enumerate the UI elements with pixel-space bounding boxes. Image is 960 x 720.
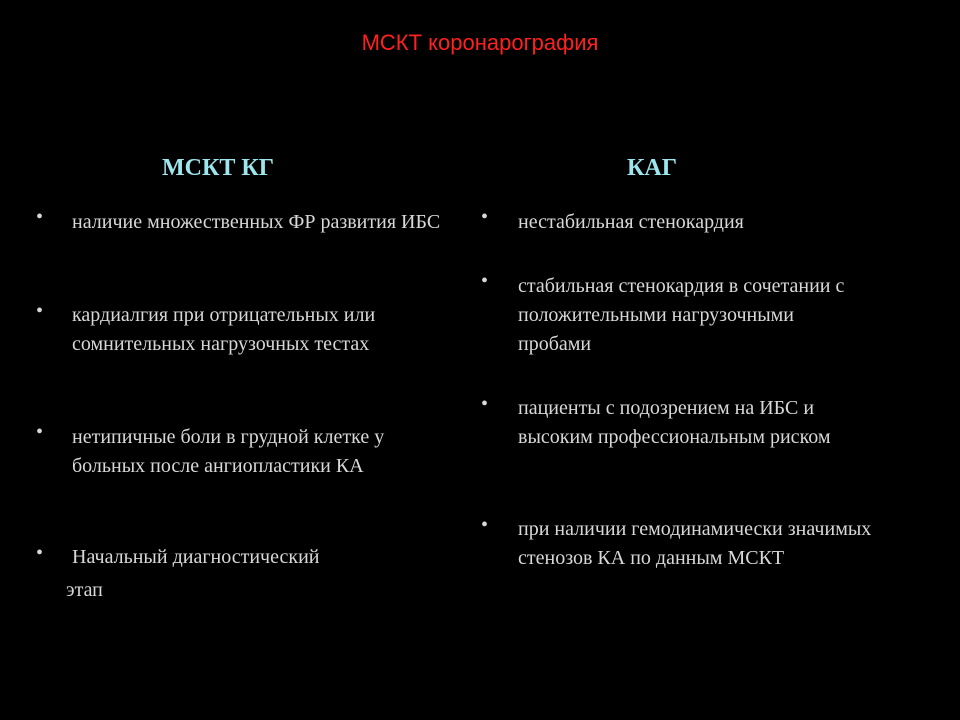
left-column-heading: МСКТ КГ: [162, 155, 275, 181]
right-item-3: пациенты с подозрением на ИБС и высоким профессиональным риском: [518, 397, 831, 448]
left-item-2: кардиалгия при отрицательных или сомнительных нагрузочных тестах: [72, 304, 376, 355]
right-item-4: при наличии гемодинамически значимых стенозов КА по данным МСКТ: [518, 518, 872, 569]
bullet-icon: •: [481, 270, 489, 292]
left-item-3: нетипичные боли в грудной клетке у больных после ангиопластики КА: [72, 426, 385, 477]
right-item-1: нестабильная стенокардия: [518, 211, 744, 233]
left-item-1: наличие множественных ФР развития ИБС: [72, 211, 441, 233]
bullet-icon: •: [481, 393, 489, 415]
bullet-icon: •: [481, 514, 489, 536]
bullet-icon: •: [36, 421, 44, 443]
bullet-icon: •: [36, 300, 44, 322]
left-item-4-continuation: этап: [66, 579, 103, 601]
right-column-heading: КАГ: [627, 155, 678, 181]
bullet-icon: •: [481, 206, 489, 228]
left-item-4: Начальный диагностический: [72, 546, 320, 568]
right-item-2: стабильная стенокардия в сочетании с положительными нагрузочными пробами: [518, 275, 845, 355]
bullet-icon: •: [36, 206, 44, 228]
slide-title: МСКТ коронарография: [361, 30, 599, 55]
bullet-icon: •: [36, 542, 44, 564]
